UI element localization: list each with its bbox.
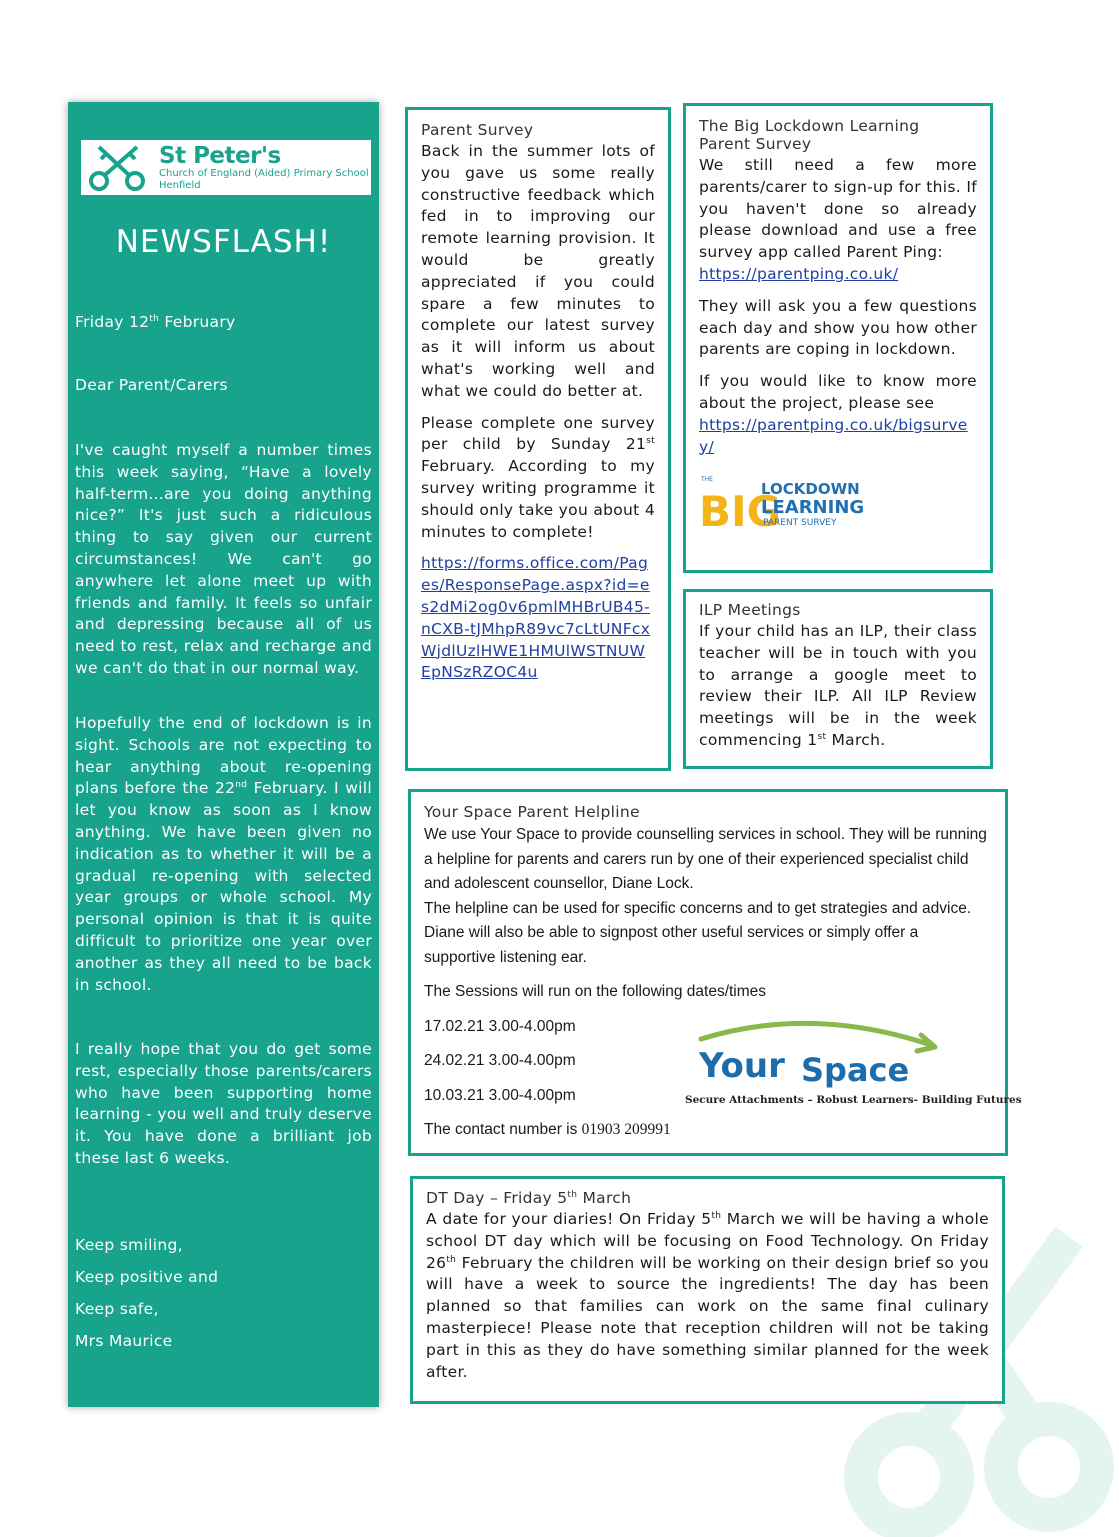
logo-parent: PARENT SURVEY [763,518,837,529]
logo-lockdown: LOCKDOWN [761,480,860,499]
sidebar-paragraph-3: I really hope that you do get some rest, especially those parents/carers who have been supporting home learning - you well and truly deserve it. You have done a brilliant job these last 6 weeks. [75,1040,372,1167]
school-location: Henfield [159,179,201,191]
dt-sup-1: th [711,1210,722,1221]
your-space-logo [681,1017,1022,1112]
ilp-text-end: March. [826,730,886,749]
school-name: St Peter's [159,142,281,169]
dt-text-2: March we will be having a whole school DT day which will be focusing on Food Technology. On Friday 26 [426,1210,989,1272]
para2-text: Hopefully the end of lockdown is in sight. Schools are not expecting to hear anything about re-opening plans before the 22 [75,714,372,798]
session-date-3: 10.03.21 3.00-4.00pm [424,1086,576,1104]
helpline-box [408,789,1022,1156]
school-subtitle: Church of England (Aided) Primary School [159,167,369,179]
signoff-3: Keep safe, [75,1300,159,1318]
dt-text-3: February the children will be working on their design brief so you will have a week to source the ingredients! The day has been planned so that families can work on the same final culinary masterpiece! Please note that reception children will not be taking part in this as they do have something similar planned for the week after. [426,1253,989,1381]
para2-text-end: February. I will let you know as soon as I know anything. We have been given no indication as to whether it will be a gradual re-opening with selected year groups or whole school. My personal opinion is that it is quite difficult to prioritize one year over another as they all need to be back in school. [75,779,372,994]
parent-survey-box [405,107,671,771]
survey-form-link[interactable]: https://forms.office.com/Pages/ResponsePage.aspx?id=es2dMi2og0v6pmlMHBrUB45-nCXB-tJMhpR89vc7cLtUNFcxWjdlUzlHWE1HMUlWSTNUWEpNSzRZOC4u [421,554,651,682]
ilp-meetings-box [683,589,993,769]
lockdown-text-1: We still need a few more parents/carer to sign-up for this. If you haven't done so already please download and use a free survey app called Parent Ping: [699,156,977,262]
ilp-text-main: If your child has an ILP, their class teacher will be in touch with you to arrange a google meet to review their ILP. All ILP Review meetings will be in the week commencing 1 [699,622,977,749]
lockdown-title-1: The Big Lockdown Learning [699,117,920,135]
parentping-link[interactable]: https://parentping.co.uk/ [699,264,899,283]
dt-day-box [410,1176,1005,1404]
parent-survey-text: Back in the summer lots of you gave us some really constructive feedback which fed in to improving our remote learning provision. It would be greatly appreciated if you could spare a few minutes to complete our latest survey as it will inform us about what's working well and what we could do better at. [421,142,655,400]
contact-number: 01903 209991 [581,1121,671,1138]
parent-survey-title: Parent Survey [421,121,534,139]
lockdown-survey-box [683,103,993,573]
ilp-title: ILP Meetings [699,601,801,619]
dt-title-text: DT Day – Friday 5 [426,1189,568,1207]
logo-tagline: Secure Attachments – Robust Learners- Building Futures [685,1094,1022,1106]
newsflash-heading: NEWSFLASH! [115,224,332,260]
ilp-text [699,621,977,752]
newsflash-sidebar [68,102,379,1407]
signoff-2: Keep positive and [75,1268,219,1286]
greeting: Dear Parent/Carers [75,376,228,394]
helpline-text-1: We use Your Space to provide counselling services in school. They will be running a helpline for parents and carers run by one of their experienced specialist child and adolescent counsellor, Diane Lock. [424,826,987,892]
dt-sup-2: th [446,1254,457,1265]
logo-space: Space [801,1051,910,1089]
helpline-title: Your Space Parent Helpline [424,803,640,821]
session-date-2: 24.02.21 3.00-4.00pm [424,1052,576,1069]
lockdown-title-2: Parent Survey [699,135,812,153]
para2-sup: nd [235,780,248,791]
lockdown-text-2: They will ask you a few questions each day and show you how other parents are coping in lockdown. [699,296,977,359]
ilp-sup: st [817,731,827,742]
date-text: Friday 12 [75,313,150,331]
deadline-text: Please complete one survey per child by Sunday 21 [421,413,655,454]
logo-the: THE [701,476,713,484]
session-date-1: 17.02.21 3.00-4.00pm [424,1017,576,1035]
logo-big: BIG [699,487,782,537]
deadline-text-end: February. According to my survey writing programme it should only take you about 4 minutes to complete! [421,457,655,541]
date-sup: th [149,313,160,324]
helpline-text-2: The helpline can be used for specific concerns and to get strategies and advice. Diane will also be able to signpost other useful services or simply offer a supportive listening ear. [424,899,972,966]
sidebar-paragraph-1: I've caught myself a number times this week saying, “Have a lovely half-term…are you doing anything nice?” It's just such a ridiculous thing to say given our current circumstances! We can't go anywhere let alone meet up with friends and family. It feels so unfair and depressing because all of us need to rest, relax and recharge and we can't do that in our normal way. [75,441,372,677]
logo-learning: LEARNING [761,497,865,519]
sidebar-paragraph-2 [75,713,372,996]
dt-text [426,1209,989,1383]
dt-title [426,1189,989,1207]
dt-title-end: March [577,1189,632,1207]
big-lockdown-logo [699,472,865,537]
signoff-1: Keep smiling, [75,1236,183,1254]
school-logo [81,140,371,195]
helpline-text-3: The Sessions will run on the following dates/times [424,983,767,1000]
date-month: February [159,313,236,331]
signoff-signature: Mrs Maurice [75,1332,173,1350]
parent-survey-deadline [421,413,655,544]
logo-your: Your [699,1046,785,1086]
deadline-sup: st [646,436,655,447]
bigsurvey-link[interactable]: https://parentping.co.uk/bigsurvey/ [699,415,968,456]
crossed-keys-icon [85,143,151,193]
newsletter-date [75,312,372,334]
lockdown-text-3: If you would like to know more about the project, please see [699,372,977,412]
contact-line [424,1118,989,1143]
dt-title-sup: th [567,1189,578,1200]
contact-label: The contact number is [424,1121,582,1138]
dt-text-1: A date for your diaries! On Friday 5 [426,1210,712,1228]
